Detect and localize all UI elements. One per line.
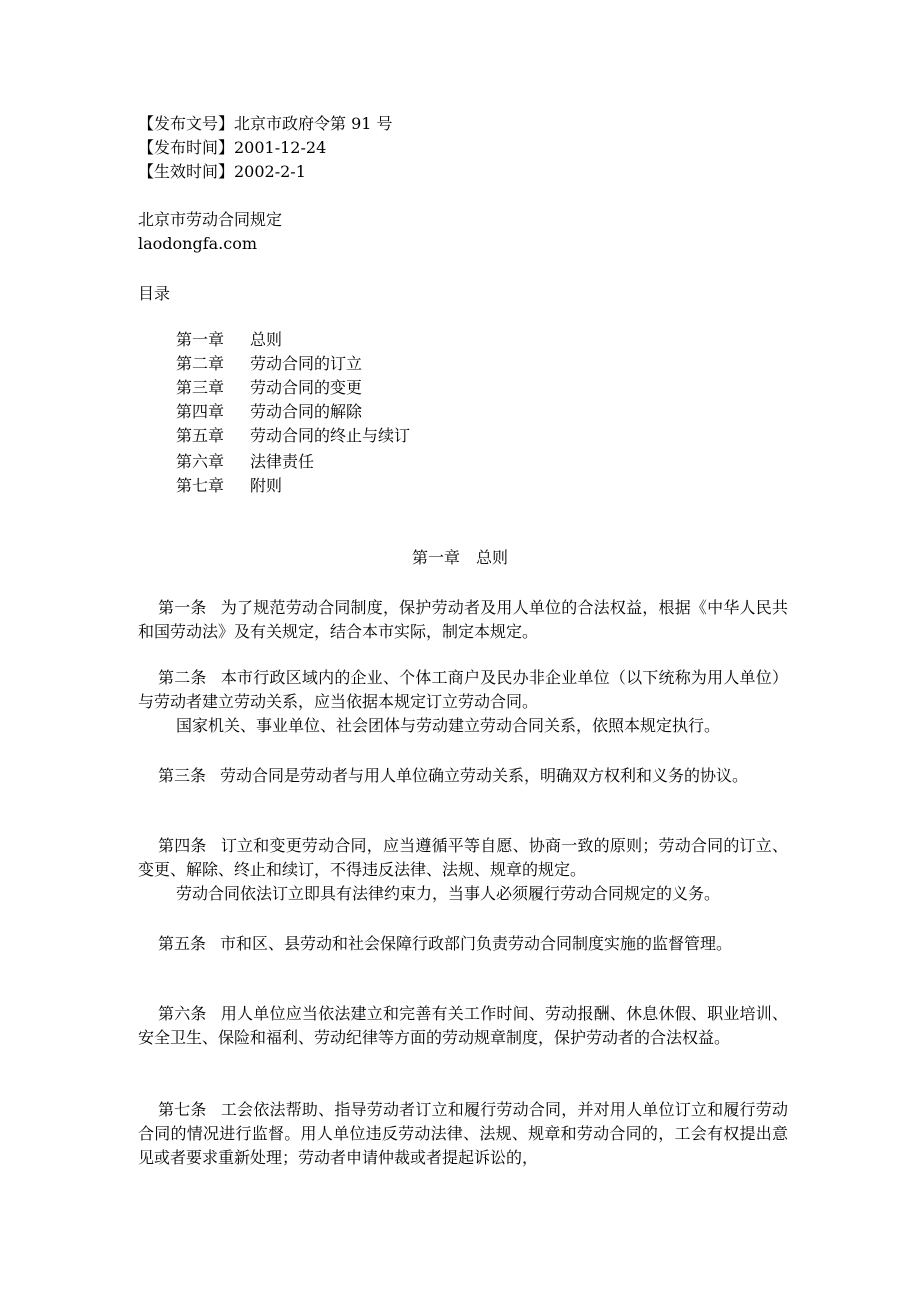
toc-chapter-number: 第四章 <box>176 402 225 421</box>
chapter-heading: 第一章 总则 <box>411 548 508 567</box>
toc-chapter-number: 第一章 <box>176 330 225 349</box>
article <box>138 1098 788 1170</box>
article-paragraph: 劳动合同依法订立即具有法律约束力，当事人必须履行劳动合同规定的义务。 <box>176 884 721 903</box>
article-label: 第六条 <box>158 1004 207 1023</box>
toc-chapter-name: 劳动合同的终止与续订 <box>250 426 411 445</box>
doc-number: 【发布文号】北京市政府令第 91 号 <box>138 114 393 133</box>
article-label: 第三条 <box>158 766 207 785</box>
article <box>138 932 788 956</box>
article <box>138 596 788 644</box>
toc-chapter-number: 第五章 <box>176 426 225 445</box>
article <box>138 764 788 788</box>
toc-chapter-name: 劳动合同的解除 <box>250 402 363 421</box>
toc-chapter-name: 总则 <box>250 330 283 349</box>
article-label: 第一条 <box>158 598 207 617</box>
article-text: 劳动合同是劳动者与用人单位确立劳动关系，明确双方权利和义务的协议。 <box>220 766 749 785</box>
toc-chapter-number: 第七章 <box>176 476 225 495</box>
article-text: 市和区、县劳动和社会保障行政部门负责劳动合同制度实施的监督管理。 <box>220 934 733 953</box>
article-label: 第四条 <box>158 836 207 855</box>
toc-chapter-number: 第六章 <box>176 452 225 471</box>
toc-chapter-name: 法律责任 <box>250 452 315 471</box>
toc-item <box>176 424 410 448</box>
article-text: 订立和变更劳动合同，应当遵循平等自愿、协商一致的原则；劳动合同的订立、变更、解除、终止和续订，不得违反法律、法规、规章的规定。 <box>138 836 788 879</box>
article-text: 用人单位应当依法建立和完善有关工作时间、劳动报酬、休息休假、职业培训、安全卫生、保险和福利、劳动纪律等方面的劳动规章制度，保护劳动者的合法权益。 <box>138 1004 788 1047</box>
article-paragraph: 国家机关、事业单位、社会团体与劳动建立劳动合同关系，依照本规定执行。 <box>176 716 721 735</box>
article <box>138 666 788 714</box>
article-text: 本市行政区域内的企业、个体工商户及民办非企业单位（以下统称为用人单位）与劳动者建立劳动关系，应当依据本规定订立劳动合同。 <box>138 668 788 711</box>
toc-chapter-name: 附则 <box>250 476 283 495</box>
toc-item <box>176 352 362 376</box>
document-title: 北京市劳动合同规定 <box>138 210 283 229</box>
toc-item <box>176 450 314 474</box>
article <box>138 1002 788 1050</box>
article <box>138 834 788 882</box>
effective-date: 【生效时间】2002-2-1 <box>138 162 306 181</box>
article-label: 第二条 <box>158 668 207 687</box>
article-text: 为了规范劳动合同制度，保护劳动者及用人单位的合法权益，根据《中华人民共和国劳动法》及有关规定，结合本市实际，制定本规定。 <box>138 598 788 641</box>
toc-chapter-name: 劳动合同的变更 <box>250 378 363 397</box>
publish-date: 【发布时间】2001-12-24 <box>138 138 327 157</box>
toc-heading: 目录 <box>138 284 171 303</box>
toc-chapter-number: 第二章 <box>176 354 225 373</box>
toc-item <box>176 376 362 400</box>
toc-item <box>176 328 282 352</box>
toc-chapter-number: 第三章 <box>176 378 225 397</box>
article-label: 第七条 <box>158 1100 207 1119</box>
toc-chapter-name: 劳动合同的订立 <box>250 354 363 373</box>
toc-item <box>176 400 362 424</box>
article-label: 第五条 <box>158 934 207 953</box>
toc-item <box>176 474 282 498</box>
source-site: laodongfa.com <box>138 234 258 253</box>
article-text: 工会依法帮助、指导劳动者订立和履行劳动合同，并对用人单位订立和履行劳动合同的情况进行监督。用人单位违反劳动法律、法规、规章和劳动合同的，工会有权提出意见或者要求重新处理；劳动者申请仲裁或者提起诉讼的， <box>138 1100 788 1167</box>
